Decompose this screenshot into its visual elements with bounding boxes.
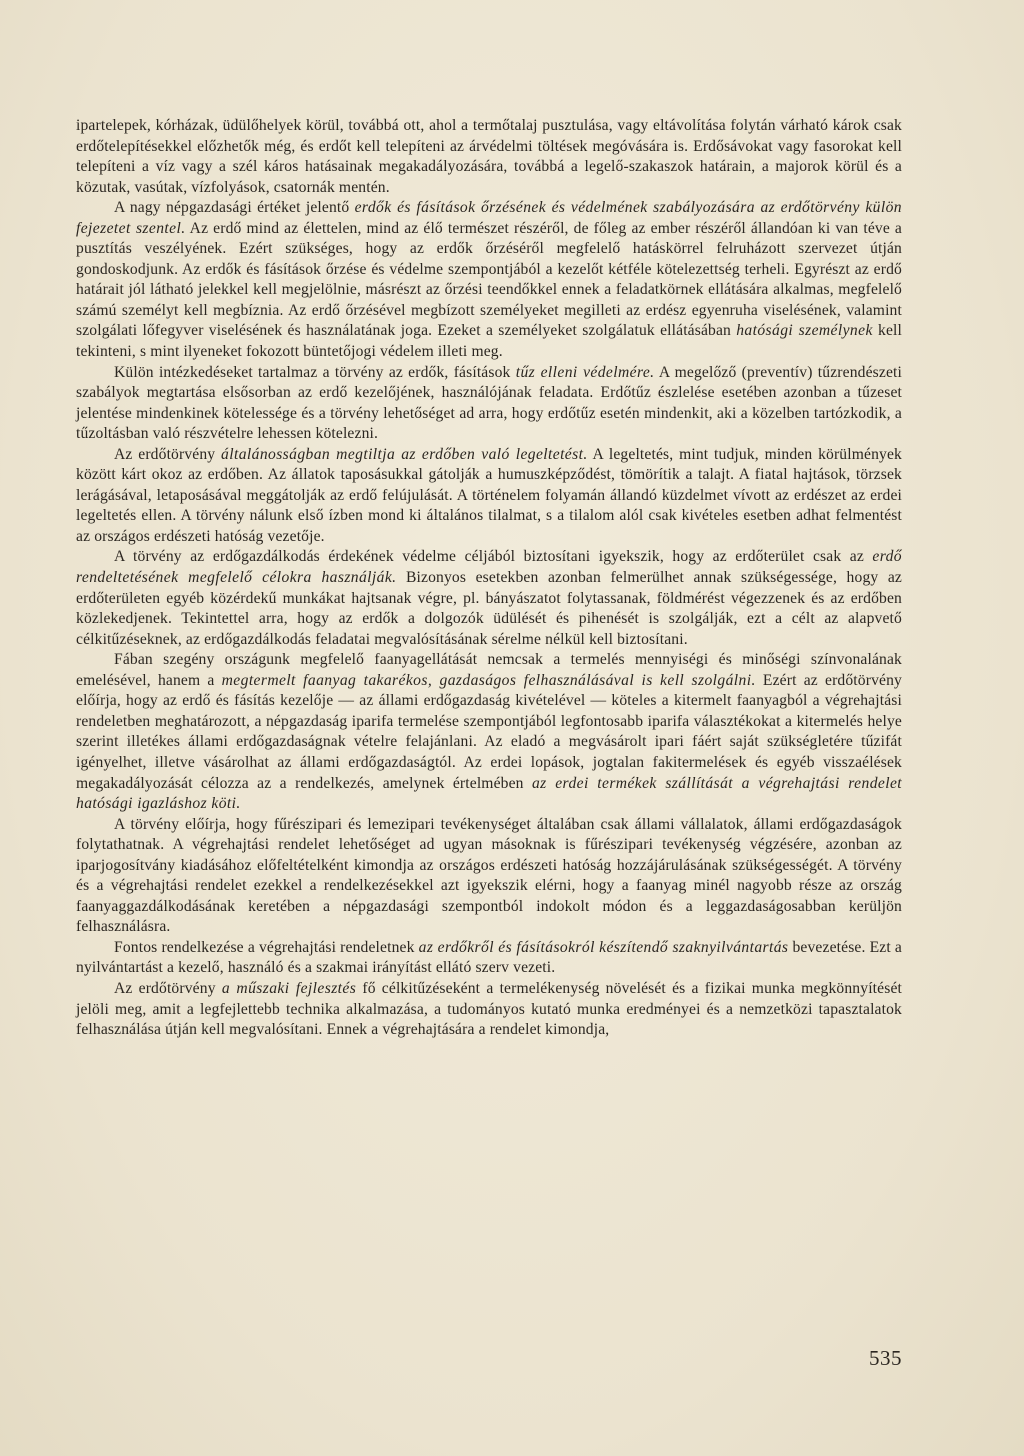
emphasis-text: erdő rendeltetésének megfelelő célokra használják. bbox=[76, 548, 902, 587]
paragraph-4 bbox=[76, 445, 902, 548]
paragraph-3 bbox=[76, 363, 902, 445]
text-run: Az erdőtörvény bbox=[114, 445, 222, 463]
text-run: Fontos rendelkezése a végrehajtási rendeletnek bbox=[114, 938, 419, 956]
text-run: bevezetése. Ezt a nyilvántartást a kezelő, használó és a szakmai irányítást ellátó szerv vezeti. bbox=[76, 938, 902, 977]
emphasis-text: a műszaki fejlesztés bbox=[221, 979, 357, 997]
paragraph-1 bbox=[76, 116, 902, 198]
text-run: A legeltetés, mint tudjuk, minden körülmények között kárt okoz az erdőben. Az állatok taposásukkal gátolják a humuszképződést, tömörítik a talajt. A fiatal hajtások, törzsek lerágásával, letaposásával meggátolják az erdő felújulását. A történelem folyamán állandó küzdelmet vívott az erdészet az erdei legeltetés ellen. A törvény nálunk első ízben mond ki általános tilalmat, s a tilalom alól csak kivételes esetben adhat felmentést az országos erdészeti hatóság vezetője. bbox=[76, 445, 902, 545]
emphasis-text: általánosságban megtiltja az erdőben való legeltetést. bbox=[221, 445, 588, 463]
paragraph-5 bbox=[76, 547, 902, 650]
text-run: Az erdő mind az élettelen, mind az élő természet részéről, de főleg az ember részéről állandóan ki van téve a pusztítás veszélyének. Ezért szükséges, hogy az erdők őrzéséről megfelelő hatáskörrel felruházott szervezet útján gondoskodjunk. Az erdők és fásítások őrzése és védelme szempontjából a kezelőt kétféle kötelezettség terheli. Egyrészt az erdő határait jól látható jelekkel kell megjelölnie, másrészt az őrzési teendőkkel ennek a feladatkörnek ellátására alkalmas, megfelelő számú személyt kell megbíznia. Az erdő őrzésével megbízott személyeket megilleti az erdész egyenruha viselésének, valamint szolgálati lőfegyver viselésének és használatának joga. Ezeket a személyeket szolgálatuk ellátásában bbox=[76, 219, 902, 340]
text-run: A törvény előírja, hogy fűrészipari és lemezipari tevékenységet általában csak állami vállalatok, állami erdőgazdaságok folytathatnak. A végrehajtási rendelet lehetőséget ad ugyan másoknak is fűrészipari tevékenység végzésére, azonban az iparjogosítvány kiadásához előfeltételként kimondja az országos erdészeti hatóság hozzájárulásának szükségességét. A törvény és a végrehajtási rendelet ezekkel a rendelkezésekkel azt igyekszik elérni, hogy a faanyag minél nagyobb része az ország faanyaggazdálkodásának keretében a népgazdasági szempontból indokolt módon és a leggazdaságosabban kerüljön felhasználásra. bbox=[76, 815, 902, 936]
text-run: Az erdőtörvény bbox=[114, 979, 222, 997]
emphasis-text: tűz elleni védelmére. bbox=[515, 363, 655, 381]
paragraph-2 bbox=[76, 198, 902, 362]
paragraph-7 bbox=[76, 815, 902, 938]
paragraph-9 bbox=[76, 979, 902, 1041]
text-run: Külön intézkedéseket tartalmaz a törvény az erdők, fásítások bbox=[114, 363, 516, 381]
text-run: Fában szegény országunk megfelelő faanyagellátását nemcsak a termelés mennyiségi és minőségi színvonalának emelésével, hanem a bbox=[76, 651, 902, 689]
text-run: ipartelepek, kórházak, üdülőhelyek körül, továbbá ott, ahol a termőtalaj pusztulása, vagy eltávolítása folytán várható károk csak erdőtelepítésekkel előzhetők még, és erdőt kell telepíteni az árvédelmi töltések megóvására is. Erdősávokat vagy fasorokat kell telepíteni a víz vagy a szél káros hatásainak megakadályozására, továbbá a legelő-szakaszok határain, a majorok körül és a közutak, vasútak, vízfolyások, csatornák mentén. bbox=[76, 117, 902, 196]
text-run: A nagy népgazdasági értéket jelentő bbox=[114, 199, 355, 217]
text-run: A törvény az erdőgazdálkodás érdekének védelme céljából biztosítani igyekszik, hogy az erdőterület csak az bbox=[114, 548, 873, 566]
text-run: Ezért az erdőtörvény előírja, hogy az erdő és fásítás kezelője — az állami erdőgazdaság kivételével — köteles a kitermelt faanyagból a végrehajtási rendeletben meghatározott, a népgazdaság iparifa termelése szempontjából legfontosabb iparifa választékokat a kitermelés helye szerint illetékes állami erdőgazdaságnak vételre felajánlani. Az eladó a megvásárolt ipari fáért saját szükségletére tűzifát igényelhet, illetve vásárolhat az állami erdőgazdaságtól. Az erdei lopások, jogtalan fakitermelések és egyéb visszaélések megakadályozását célozza az a rendelkezés, amelynek értelmében bbox=[76, 671, 902, 792]
text-run: A megelőző (preventív) tűzrendészeti szabályok megtartása elsősorban az erdő kezelőjének, használójának feladata. Erdőtűz észlelése esetében azonban a tűzeset jelentése mindenkinek kötelessége és a törvény lehetőséget ad arra, hogy erdőtűz esetén mindenkit, aki a közelben tartózkodik, a tűzoltásban való részvételre lehessen kötelezni. bbox=[76, 363, 902, 443]
text-run: kell tekinteni, s mint ilyeneket fokozott büntetőjogi védelem illeti meg. bbox=[76, 322, 902, 361]
paragraph-8 bbox=[76, 938, 902, 979]
text-run: fő célkitűzéseként a termelékenység növelését és a fizikai munka megkönnyítését jelöli meg, amit a legfejlettebb technika alkalmazása, a tudományos kutató munka eredményei és a nemzetközi tapasztalatok felhasználása útján kell megvalósítani. Ennek a végrehajtására a rendelet kimondja, bbox=[76, 979, 903, 1039]
emphasis-text: az erdőkről és fásításokról készítendő szaknyilvántartás bbox=[418, 938, 789, 956]
text-run: Bizonyos esetekben azonban felmerülhet annak szükségessége, hogy az erdőterületen egyéb közérdekű munkákat hajtsanak végre, pl. bányászatot folytassanak, földmérést végezzenek és az erdőben közlekedjenek. Tekintettel arra, hogy az erdők a dolgozók üdülését és pihenését is szolgálják, ezt a célt az alapvető célkitűzéseknek, az erdőgazdálkodás feladatai megvalósításának sérelme nélkül kell biztosítani. bbox=[76, 569, 902, 648]
emphasis-text: megtermelt faanyag takarékos, gazdaságos felhasználásával is kell szolgálni. bbox=[221, 671, 756, 689]
emphasis-text: erdők és fásítások őrzésének és védelmének szabályozására az erdőtörvény külön fejezetet szentel. bbox=[76, 199, 902, 237]
emphasis-text: hatósági személynek bbox=[736, 322, 873, 340]
page-number: 535 bbox=[869, 1346, 902, 1370]
body-text bbox=[76, 116, 902, 1041]
paragraph-6 bbox=[76, 650, 902, 814]
emphasis-text: az erdei termékek szállítását a végrehajtási rendelet hatósági igazláshoz köti. bbox=[76, 774, 902, 813]
